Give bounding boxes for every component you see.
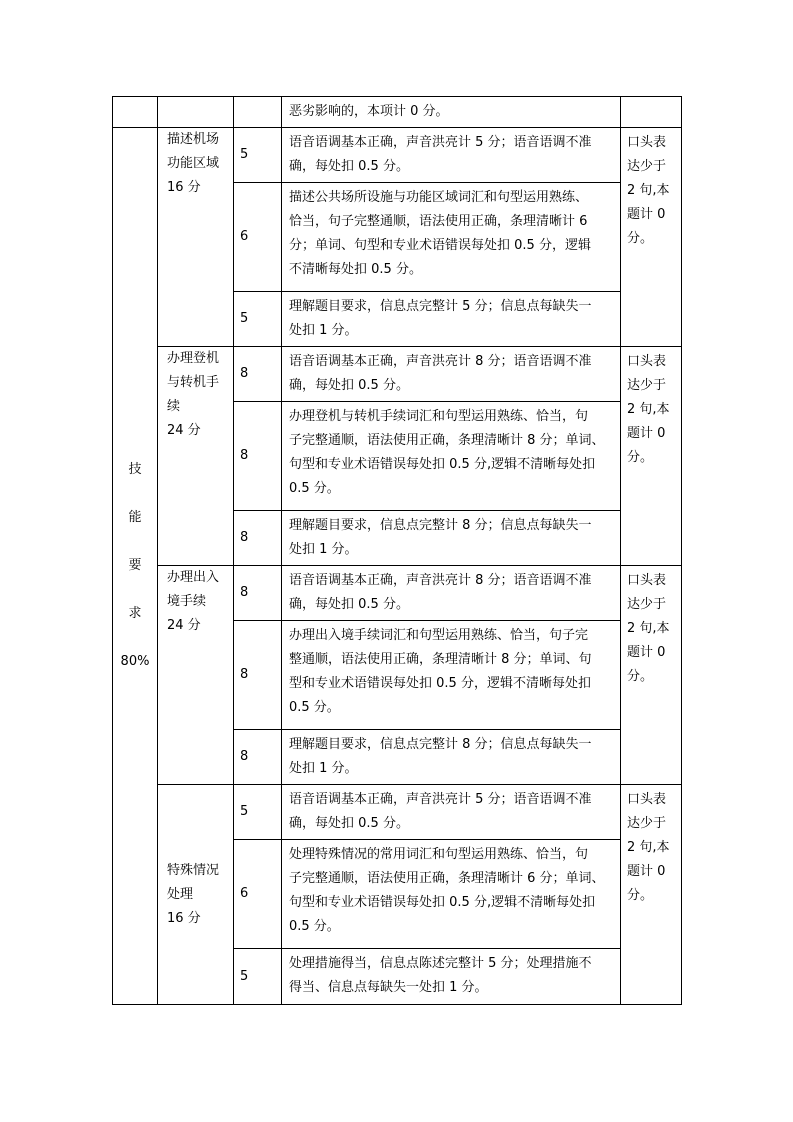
item-name-cell: 办理登机 与转机手 续 24 分	[158, 347, 234, 566]
criteria-text: 处理特殊情况的常用词汇和句型运用熟练、恰当，句 子完整通顺，语法使用正确，条理清晰计 6 分；单词、 句型和专业术语错误每处扣 0.5 分,逻辑不清晰每处扣 0.5 分。	[282, 840, 621, 949]
criteria-text: 语音语调基本正确，声音洪亮计 5 分；语音语调不准 确，每处扣 0.5 分。	[282, 128, 621, 183]
criteria-text: 语音语调基本正确，声音洪亮计 5 分；语音语调不准 确，每处扣 0.5 分。	[282, 785, 621, 840]
criteria-text: 理解题目要求，信息点完整计 5 分；信息点每缺失一 处扣 1 分。	[282, 292, 621, 347]
score-cell: 5	[234, 785, 282, 840]
scoring-table	[112, 96, 682, 1005]
empty-cell	[621, 97, 682, 128]
note-cell: 口头表 达少于 2 句,本 题计 0 分。	[621, 128, 682, 347]
criteria-text: 处理措施得当，信息点陈述完整计 5 分；处理措施不 得当、信息点每缺失一处扣 1 分。	[282, 949, 621, 1005]
item-name-cell: 描述机场 功能区域 16 分	[158, 128, 234, 347]
score-cell: 8	[234, 347, 282, 402]
criteria-text: 恶劣影响的，本项计 0 分。	[282, 97, 621, 128]
score-cell: 5	[234, 949, 282, 1005]
score-cell: 8	[234, 511, 282, 566]
score-cell: 6	[234, 840, 282, 949]
criteria-text: 理解题目要求，信息点完整计 8 分；信息点每缺失一 处扣 1 分。	[282, 511, 621, 566]
note-cell: 口头表 达少于 2 句,本 题计 0 分。	[621, 347, 682, 566]
empty-cell	[234, 97, 282, 128]
table-row	[113, 785, 682, 840]
note-cell: 口头表 达少于 2 句,本 题计 0 分。	[621, 566, 682, 785]
score-cell: 8	[234, 402, 282, 511]
score-cell: 8	[234, 621, 282, 730]
criteria-text: 办理出入境手续词汇和句型运用熟练、恰当，句子完 整通顺，语法使用正确，条理清晰计 8 分；单词、句 型和专业术语错误每处扣 0.5 分，逻辑不清晰每处扣 0.5 分。	[282, 621, 621, 730]
criteria-text: 办理登机与转机手续词汇和句型运用熟练、恰当，句 子完整通顺，语法使用正确，条理清晰计 8 分；单词、 句型和专业术语错误每处扣 0.5 分,逻辑不清晰每处扣 0.5 分。	[282, 402, 621, 511]
score-cell: 8	[234, 566, 282, 621]
criteria-text: 描述公共场所设施与功能区域词汇和句型运用熟练、 恰当，句子完整通顺，语法使用正确，条理清晰计 6 分；单词、句型和专业术语错误每处扣 0.5 分，逻辑 不清晰每处扣 0.5 分。	[282, 183, 621, 292]
score-cell: 5	[234, 128, 282, 183]
score-cell: 6	[234, 183, 282, 292]
criteria-text: 语音语调基本正确，声音洪亮计 8 分；语音语调不准 确，每处扣 0.5 分。	[282, 347, 621, 402]
score-cell: 5	[234, 292, 282, 347]
table-row	[113, 566, 682, 621]
empty-cell	[158, 97, 234, 128]
table-row	[113, 128, 682, 183]
empty-cell	[113, 97, 158, 128]
item-name-cell: 特殊情况 处理 16 分	[158, 785, 234, 1005]
category-cell: 技 能 要 求 80%	[113, 128, 158, 1005]
item-name-cell: 办理出入 境手续 24 分	[158, 566, 234, 785]
score-cell: 8	[234, 730, 282, 785]
table-row	[113, 347, 682, 402]
note-cell: 口头表 达少于 2 句,本 题计 0 分。	[621, 785, 682, 1005]
criteria-text: 理解题目要求，信息点完整计 8 分；信息点每缺失一 处扣 1 分。	[282, 730, 621, 785]
criteria-text: 语音语调基本正确，声音洪亮计 8 分；语音语调不准 确，每处扣 0.5 分。	[282, 566, 621, 621]
continuation-row	[113, 97, 682, 128]
